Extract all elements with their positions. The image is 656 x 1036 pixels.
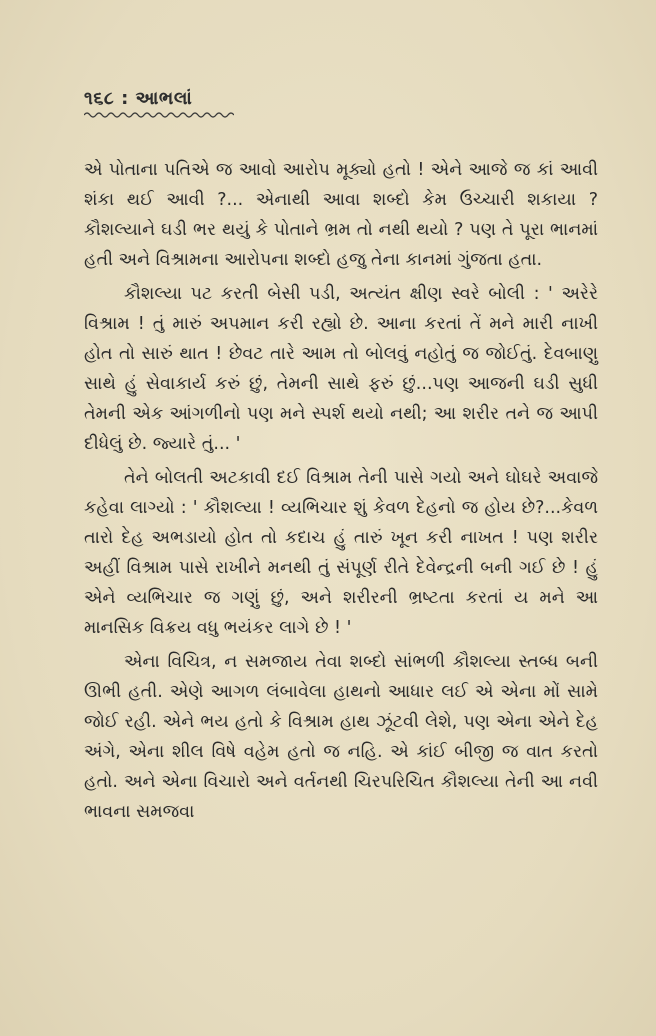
paragraph-2: કૌશલ્યા પટ કરતી બેસી પડી, અત્યંત ક્ષીણ સ્વરે બોલી : ' અરેરે વિશ્રામ ! તું મારું અપમાન કરી રહ્યો છે. આના કરતાં તેં મને મારી નાખી હોત તો સારું થાત ! છેવટ તારે આમ તો બોલવું નહોતું જ જોઈતું. દેવબાણુ સાથે હું સેવાકાર્ય કરું છું, તેમની સાથે ફરું છું...પણ આજની ઘડી સુધી તેમની એક આંગળીનો પણ મને સ્પર્શ થયો નથી; આ શરીર તને જ આપી દીધેલું છે. જ્યારે તું... ': [84, 284, 598, 454]
paragraph-3: તેને બોલતી અટકાવી દઈ વિશ્રામ તેની પાસે ગયો અને ઘોઘરે અવાજે કહેવા લાગ્યો : ' કૌશલ્યા ! વ્યભિચાર શું કેવળ દેહનો જ હોય છે?...કેવળ તારો દેહ અભડાયો હોત તો કદાચ હું તારું ખૂન કરી નાખત ! પણ શરીર અહીં વિશ્રામ પાસે રાખીને મનથી તું સંપૂર્ણ રીતે દેવેન્દ્રની બની ગઈ છે ! હું એને વ્યભિચાર જ ગણું છું, અને શરીરની ભ્રષ્ટતા કરતાં ય મને આ માનસિક વિક્રય વધુ ભયંકર લાગે છે ! ': [84, 468, 598, 638]
wavy-underline: [84, 111, 234, 119]
paragraph-4: એના વિચિત્ર, ન સમજાય તેવા શબ્દો સાંભળી કૌશલ્યા સ્તબ્ધ બની ઊભી હતી. એણે આગળ લંબાવેલા હાથનો આધાર લઈ એ એના મોં સામે જોઈ રહી. એને ભય હતો કે વિશ્રામ હાથ ઝૂંટવી લેશે, પણ એના એને દેહ અંગે, એના શીલ વિષે વહેમ હતો જ નહિ. એ કાંઈ બીજી જ વાત કરતો હતો. અને એના વિચારો અને વર્તનથી ચિરપરિચિત કૌશલ્યા તેની આ નવી ભાવના સમજવા: [84, 652, 598, 822]
page-header: [84, 88, 598, 119]
running-head: ૧૬૮ : આભલાં: [84, 88, 193, 109]
paragraph-1: એ પોતાના પતિએ જ આવો આરોપ મૂક્યો હતો ! એને આજે જ કાં આવી શંકા થઈ આવી ?... એનાથી આવા શબ્દો કેમ ઉચ્ચારી શકાયા ? કૌશલ્યાને ઘડી ભર થયું કે પોતાને ભ્રમ તો નથી થયો ? પણ તે પૂરા ભાનમાં હતી અને વિશ્રામના આરોપના શબ્દો હજુ તેના કાનમાં ગુંજતા હતા.: [84, 160, 598, 270]
